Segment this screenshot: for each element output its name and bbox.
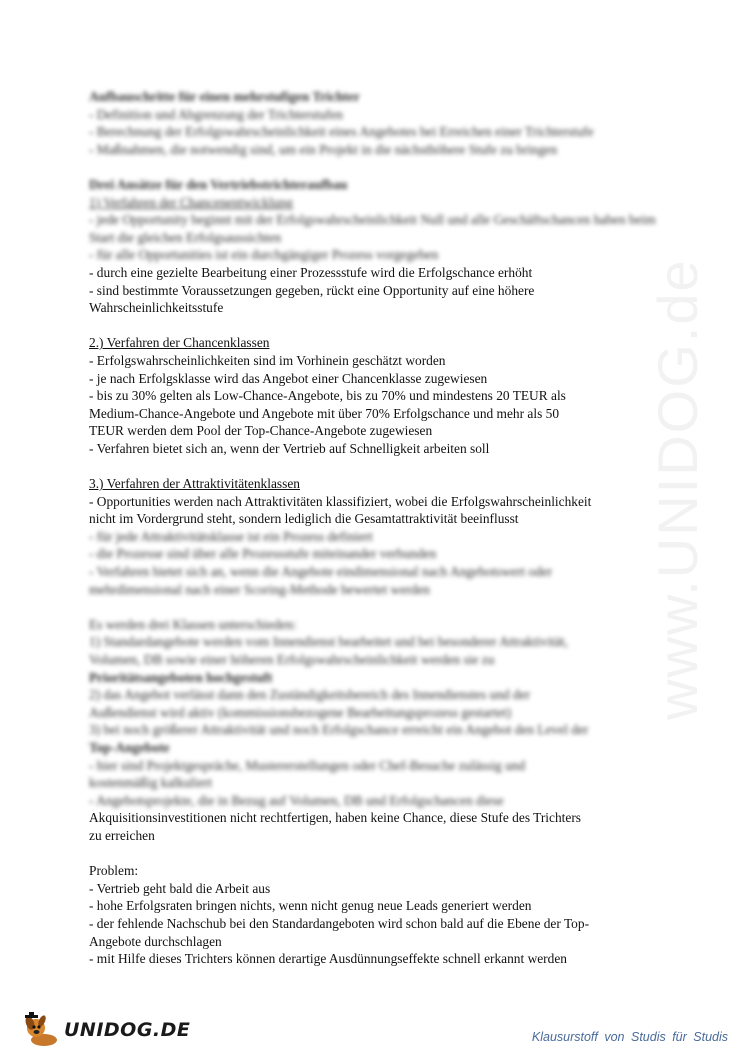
list-item: - je nach Erfolgsklasse wird das Angebot einer Chancenklasse zugewiesen <box>89 370 488 386</box>
paragraph-line: Volumen, DB sowie einer höheren Erfolgswahrscheinlichkeit werden sie zu <box>89 652 495 667</box>
section-heading: Drei Ansätze für den Vertriebstrichteraufbau <box>89 176 348 192</box>
list-item-continued: Medium-Chance-Angebote und Angebote mit über 70% Erfolgschance und mehr als 50 <box>89 405 560 421</box>
list-item: - Verfahren bietet sich an, wenn der Vertrieb auf Schnelligkeit arbeiten soll <box>89 440 490 456</box>
list-item: - durch eine gezielte Bearbeitung einer Prozessstufe wird die Erfolgschance erhöht <box>89 264 533 280</box>
paragraph-line: 1) Standardangebote werden vom Innendienst bearbeitet und bei besonderer Attraktivität, <box>89 634 568 650</box>
paragraph-line: - hier sind Projektgespräche, Mustererstellungen oder Chef-Besuche zulässig und <box>89 757 526 773</box>
list-item-continued: Wahrscheinlichkeitsstufe <box>89 300 224 316</box>
paragraph-line: zu erreichen <box>89 827 155 843</box>
list-item: - sind bestimmte Voraussetzungen gegeben, rückt eine Opportunity auf eine höhere <box>89 282 535 298</box>
list-item: - für jede Attraktivitätsklasse ist ein Prozess definiert <box>89 528 373 544</box>
list-item: - Verfahren bietet sich an, wenn die Angebote eindimensional nach Angebotswert oder <box>89 564 553 580</box>
list-item: - die Prozesse sind über alle Prozessstufe miteinander verbunden <box>89 546 437 562</box>
list-item: - Maßnahmen, die notwendig sind, um ein Projekt in die nächsthöhere Stufe zu bringen <box>89 141 558 157</box>
subsection-heading: 1) Verfahren der Chancenentwicklung <box>89 194 293 210</box>
list-item: - Definition und Abgrenzung der Trichterstufen <box>89 106 344 122</box>
list-item: - Erfolgswahrscheinlichkeiten sind im Vorhinein geschätzt worden <box>89 352 446 368</box>
list-item: - Vertrieb geht bald die Arbeit aus <box>89 880 271 896</box>
paragraph-line: - Angebotsprojekte, die in Bezug auf Volumen, DB und Erfolgschancen diese <box>89 792 504 808</box>
list-item: - Berechnung der Erfolgswahrscheinlichkeit eines Angebotes bei Erreichen einer Trichterstufe <box>89 124 594 140</box>
list-item-continued: mehrdimensional nach einer Scoring-Methode bewertet werden <box>89 581 430 597</box>
list-item-continued: nicht im Vordergrund steht, sondern lediglich die Gesamtattraktivität beeinflusst <box>89 511 519 527</box>
subsection-heading: 3.) Verfahren der Attraktivitätenklassen <box>89 476 300 492</box>
list-item: - jede Opportunity beginnt mit der Erfolgswahrscheinlichkeit Null und alle Geschäftschancen haben beim Start die gleichen Erfolgsaussichten <box>89 212 656 245</box>
paragraph-line: 3) bei noch größerer Attraktivität und noch Erfolgschance erreicht ein Angebot den Level der <box>89 722 589 738</box>
footer-tagline: Klausurstoff von Studis für Studis <box>531 1030 728 1044</box>
list-item: - bis zu 30% gelten als Low-Chance-Angebote, bis zu 70% und mindestens 20 TEUR als <box>89 388 566 404</box>
paragraph-line: 2) das Angebot verlässt dann den Zuständigkeitsbereich des Innendienstes und der <box>89 687 531 703</box>
paragraph-line: Es werden drei Klassen unterschieden: <box>89 616 297 632</box>
list-item: - Opportunities werden nach Attraktivitäten klassifiziert, wobei die Erfolgswahrscheinlichkeit <box>89 493 592 509</box>
list-item-continued: TEUR werden dem Pool der Top-Chance-Angebote zugewiesen <box>89 423 433 439</box>
paragraph-line: Akquisitionsinvestitionen nicht rechtfertigen, haben keine Chance, diese Stufe des Trichters <box>89 810 581 826</box>
list-item: - für alle Opportunities ist ein durchgängiger Prozess vorgegeben <box>89 247 439 263</box>
blurred-list <box>89 528 669 598</box>
list-item: - hohe Erfolgsraten bringen nichts, wenn nicht genug neue Leads generiert werden <box>89 898 532 914</box>
unidog-logo[interactable] <box>22 1010 190 1050</box>
list-item-continued: Angebote durchschlagen <box>89 933 222 949</box>
list-item: - mit Hilfe dieses Trichters können derartige Ausdünnungseffekte schnell erkannt werden <box>89 951 567 967</box>
section-heading: Problem: <box>89 863 139 879</box>
watermark-text: www.UNIDOG.de <box>646 258 709 720</box>
document-body <box>89 88 669 968</box>
subsection-heading: 2.) Verfahren der Chancenklassen <box>89 335 270 351</box>
paragraph-line: kostenmäßig kalkuliert <box>89 775 213 791</box>
dog-mascot-icon <box>22 1010 62 1050</box>
list-item: - der fehlende Nachschub bei den Standardangeboten wird schon bald auf die Ebene der Top- <box>89 915 590 931</box>
section-funnel-steps <box>89 88 669 158</box>
section-three-classes <box>89 616 669 810</box>
paragraph-line: Außendienst wird aktiv (kommissionsbezogene Bearbeitungsprozess gestartet) <box>89 704 512 720</box>
logo-text: UNIDOG.DE <box>64 1019 191 1041</box>
paragraph-line: Prioritätsangeboten hochgestuft <box>89 669 273 685</box>
section-three-approaches <box>89 176 669 264</box>
section-heading: Aufbauschritte für einen mehrstufigen Trichter <box>89 89 360 104</box>
paragraph-line: Top-Angebote <box>89 739 170 755</box>
